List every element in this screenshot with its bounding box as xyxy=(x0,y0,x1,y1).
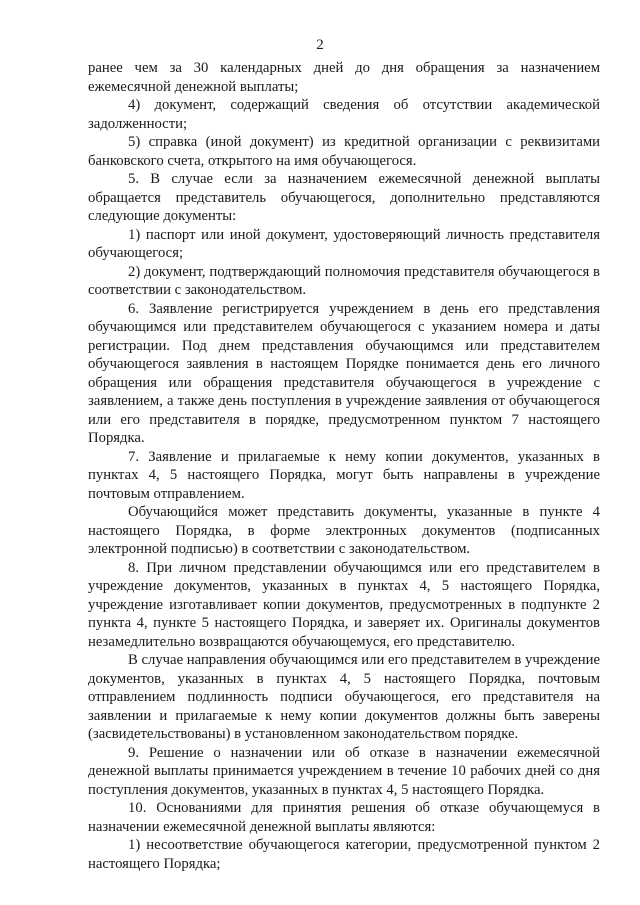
paragraph-clause-6: 6. Заявление регистрируется учреждением в день его представления обучающимся или представителем обучающегося с указанием номера и даты регистрации. Под днем представления обучающимся или представителем обучающегося заявления в настоящем Порядке понимается день его личного обращения или обращения представителя обучающегося в учреждение с заявлением, а также день поступления в учреждение заявления от обучающегося или его представителя в порядке, предусмотренном пунктом 7 настоящего Порядка. xyxy=(88,300,600,446)
paragraph-clause-7-electronic: Обучающийся может представить документы, указанные в пункте 4 настоящего Порядка, в форме электронных документов (подписанных электронной подписью) в соответствии с законодательством. xyxy=(88,504,600,557)
paragraph-clause-5-item-1: 1) паспорт или иной документ, удостоверяющий личность представителя обучающегося; xyxy=(88,226,600,261)
paragraph-item-5: 5) справка (иной документ) из кредитной организации с реквизитами банковского счета, открытого на имя обучающегося. xyxy=(88,134,600,169)
paragraph-clause-10-item-1: 1) несоответствие обучающегося категории, предусмотренной пунктом 2 настоящего Порядка; xyxy=(88,837,600,872)
paragraph-clause-7: 7. Заявление и прилагаемые к нему копии документов, указанных в пунктах 4, 5 настоящего Порядка, могут быть направлены в учреждение почтовым отправлением. xyxy=(88,448,600,502)
page-number: 2 xyxy=(316,37,324,53)
paragraph-clause-5: 5. В случае если за назначением ежемесячной денежной выплаты обращается представитель обучающегося, дополнительно представляются следующие документы: xyxy=(88,171,600,224)
document-body xyxy=(88,59,600,873)
paragraph-clause-10: 10. Основаниями для принятия решения об отказе обучающемуся в назначении ежемесячной денежной выплаты являются: xyxy=(88,800,600,835)
paragraph-clause-5-item-2: 2) документ, подтверждающий полномочия представителя обучающегося в соответствии с законодательством. xyxy=(88,263,600,298)
paragraph-clause-8-postal: В случае направления обучающимся или его представителем в учреждение документов, указанных в пунктах 4, 5 настоящего Порядка, почтовым отправлением подлинность подписи обучающегося, его представителя на заявлении и прилагаемые к нему копии документов должны быть заверены (засвидетельствованы) в установленном законодательством порядке. xyxy=(88,652,600,742)
paragraph-continuation: ранее чем за 30 календарных дней до дня обращения за назначением ежемесячной денежной выплаты; xyxy=(88,60,600,95)
paragraph-item-4: 4) документ, содержащий сведения об отсутствии академической задолженности; xyxy=(88,97,600,132)
paragraph-clause-8: 8. При личном представлении обучающимся или его представителем в учреждение документов, указанных в пунктах 4, 5 настоящего Порядка, учреждение изготавливает копии документов, предусмотренных в подпункте 2 пункта 4, пункте 5 настоящего Порядка, и заверяет их. Оригиналы документов незамедлительно возвращаются обучающемуся, его представителю. xyxy=(88,559,600,650)
paragraph-clause-9: 9. Решение о назначении или об отказе в назначении ежемесячной денежной выплаты принимается учреждением в течение 10 рабочих дней со дня поступления документов, указанных в пунктах 4, 5 настоящего Порядка. xyxy=(88,744,600,798)
